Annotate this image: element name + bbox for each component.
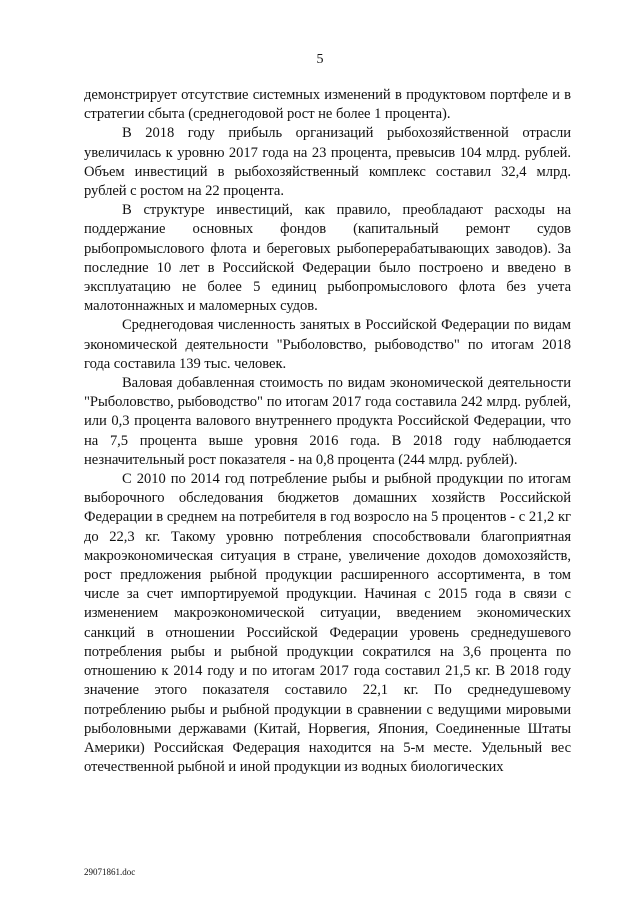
paragraph-profit: В 2018 году прибыль организаций рыбохозяйственной отрасли увеличилась к уровню 2017 года на 23 процента, превысив 104 млрд. рублей. Объем инвестиций в рыбохозяйственный комплекс составил 32,4 млрд. рублей с ростом на 22 процента. [84, 125, 571, 200]
footer-doc-filename: 29071861.doc [84, 867, 136, 877]
paragraph-continuation: демонстрирует отсутствие системных изменений в продуктовом портфеле и в стратегии сбыта (среднегодовой рост не более 1 процента). [84, 87, 571, 123]
paragraph-gross-value-added: Валовая добавленная стоимость по видам экономической деятельности "Рыболовство, рыбоводство" по итогам 2017 года составила 242 млрд. рублей, или 0,3 процента валового внутреннего продукта Российской Федерации, что на 7,5 процента выше уровня 2016 года. В 2018 году наблюдается незначительный рост показателя - на 0,8 процента (244 млрд. рублей). [84, 375, 571, 468]
paragraph-investment-structure: В структуре инвестиций, как правило, преобладают расходы на поддержание основных фондов (капитальный ремонт судов рыбопромыслового флота и береговых рыбоперерабатывающих заводов). За последние 10 лет в Российской Федерации было построено и введено в эксплуатацию не более 5 единиц рыбопромыслового флота без учета малотоннажных и маломерных судов. [84, 202, 571, 315]
paragraph-consumption: С 2010 по 2014 год потребление рыбы и рыбной продукции по итогам выборочного обследования бюджетов домашних хозяйств Российской Федерации в среднем на потребителя в год возросло на 5 процентов - с 21,2 кг до 22,3 кг. Такому уровню потребления способствовали благоприятная макроэкономическая ситуация в стране, увеличение доходов домохозяйств, рост предложения рыбной продукции расширенного ассортимента, в том числе за счет импортируемой продукции. Начиная с 2015 года в связи с изменением макроэкономической ситуации, введением экономических санкций в отношении Российской Федерации уровень среднедушевого потребления рыбы и рыбной продукции сократился на 3,6 процента по отношению к 2014 году и по итогам 2017 года составил 21,5 кг. В 2018 году значение этого показателя составило 22,1 кг. По среднедушевому потреблению рыбы и рыбной продукции в сравнении с ведущими мировыми рыболовными державами (Китай, Норвегия, Япония, Соединенные Штаты Америки) Российская Федерация находится на 5-м месте. Удельный вес отечественной рыбной и иной продукции из водных биологических [84, 471, 571, 776]
paragraph-employment: Среднегодовая численность занятых в Российской Федерации по видам экономической деятельности "Рыболовство, рыбоводство" по итогам 2018 года составила 139 тыс. человек. [84, 317, 571, 372]
page-number: 5 [316, 52, 324, 67]
body-text [84, 86, 571, 777]
